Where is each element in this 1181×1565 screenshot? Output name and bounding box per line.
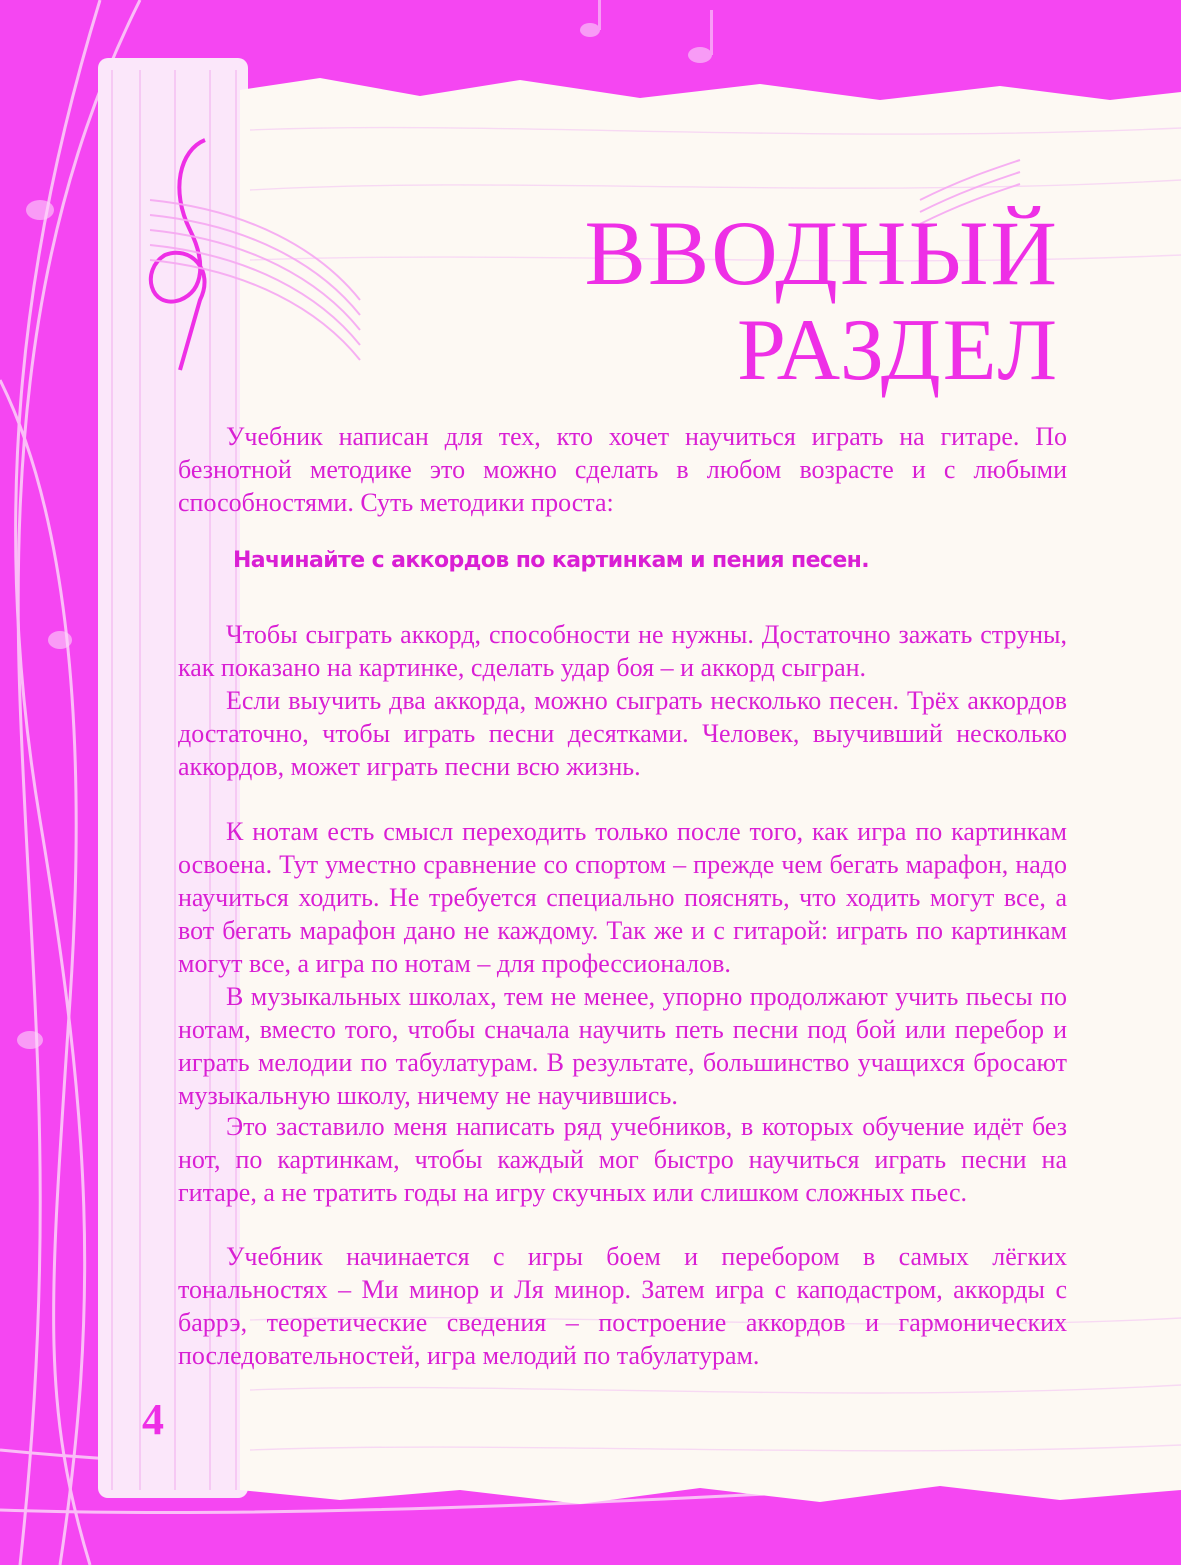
paragraph-contents: Учебник начинается с игры боем и перебором в самых лёгких тональностях – Ми минор и Ля минор. Затем игра с каподастром, аккорды с баррэ, теоретические сведения – построение аккордов и гармонических последовательностей, игра мелодий по табулатурам. xyxy=(178,1242,1067,1370)
highlight-statement: Начинайте с аккордов по картинкам и пения песен. xyxy=(233,548,870,573)
paragraph-chord: Чтобы сыграть аккорд, способности не нужны. Достаточно зажать струны, как показано на картинке, сделать удар боя – и аккорд сыгран. xyxy=(178,620,1067,682)
paragraph-two-chords: Если выучить два аккорда, можно сыграть несколько песен. Трёх аккордов достаточно, чтобы играть песни десятками. Человек, выучивший несколько аккордов, может играть песни всю жизнь. xyxy=(178,686,1067,781)
paragraph-textbooks: Это заставило меня написать ряд учебников, в которых обучение идёт без нот, по картинкам, чтобы каждый мог быстро научиться играть песни на гитаре, а не тратить годы на игру скучных или слишком сложных пьес. xyxy=(178,1112,1067,1207)
paragraph-notes: К нотам есть смысл переходить только после того, как игра по картинкам освоена. Тут уместно сравнение со спортом – прежде чем бегать марафон, надо научиться ходить. Не требуется специально пояснять, что ходить могут все, а вот бегать марафон дано не каждому. Так же и с гитарой: играть по картинкам могут все, а игра по нотам – для профессионалов. xyxy=(178,817,1067,978)
page-title-line-1: ВВОДНЫЙ xyxy=(584,202,1059,304)
paragraph-intro: Учебник написан для тех, кто хочет научиться играть на гитаре. По безнотной методике это можно сделать в любом возрасте и с любыми способностями. Суть методики проста: xyxy=(178,422,1067,517)
page-number: 4 xyxy=(142,1395,164,1444)
page-title-line-2: РАЗДЕЛ xyxy=(736,302,1059,399)
paragraph-music-schools: В музыкальных школах, тем не менее, упорно продолжают учить пьесы по нотам, вместо того, чтобы сначала научить петь песни под бой или перебор и играть мелодии по табулатурам. В результате, большинство учащихся бросают музыкальную школу, ничему не научившись. xyxy=(178,982,1067,1110)
